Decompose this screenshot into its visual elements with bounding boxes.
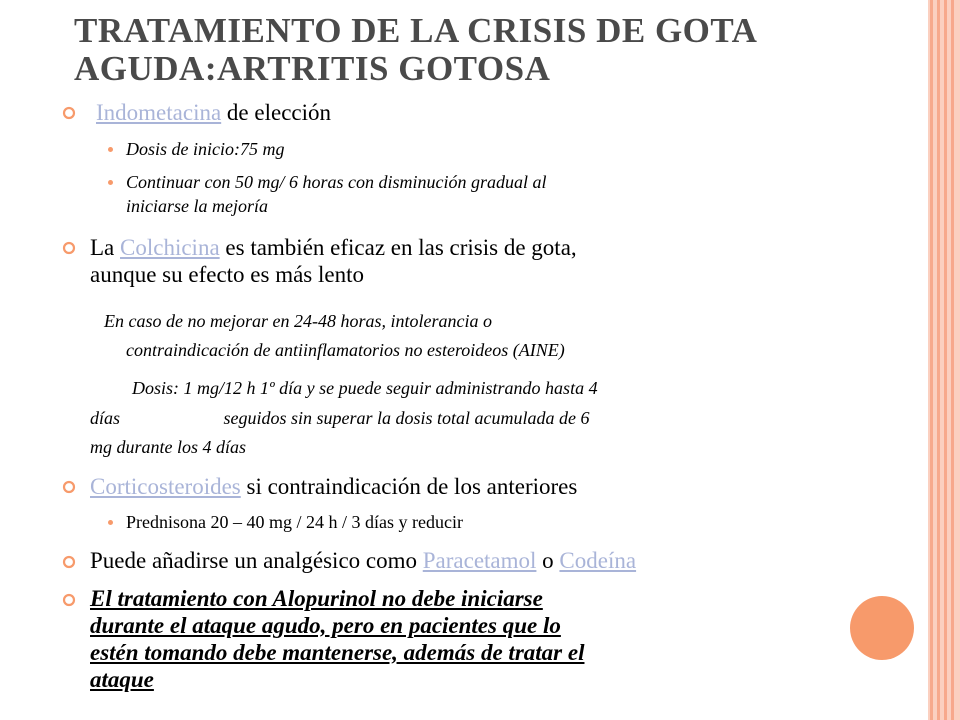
- link-codeina[interactable]: Codeína: [559, 548, 637, 573]
- decor-stripe: [951, 0, 954, 720]
- bullet-indometacina: [96, 99, 331, 126]
- target-ring-icon: [62, 593, 76, 607]
- sub-bullet-dosis-inicio: Dosis de inicio:75 mg: [126, 139, 285, 159]
- dot-icon: [108, 520, 113, 525]
- line: Continuar con 50 mg/ 6 horas con disminución gradual al: [126, 172, 547, 192]
- line: durante el ataque agudo, pero en pacientes que lo: [90, 613, 561, 638]
- decor-stripe: [930, 0, 933, 720]
- colchicina-note-2: contraindicación de antiinflamatorios no esteroideos (AINE): [126, 340, 565, 360]
- link-paracetamol[interactable]: Paracetamol: [422, 548, 537, 573]
- bullet-colchicina: [90, 234, 890, 288]
- target-ring-icon: [62, 106, 76, 120]
- title-line-2: AGUDA:ARTRITIS GOTOSA: [74, 49, 551, 88]
- decor-stripe: [944, 0, 947, 720]
- link-colchicina[interactable]: Colchicina: [120, 235, 220, 260]
- decor-stripe: [937, 0, 940, 720]
- colchicina-dose-1: Dosis: 1 mg/12 h 1º día y se puede seguir administrando hasta 4: [132, 378, 598, 398]
- link-corticosteroides[interactable]: Corticosteroides: [90, 474, 241, 499]
- dot-icon: [108, 147, 113, 152]
- sub-bullet-prednisona: Prednisona 20 – 40 mg / 24 h / 3 días y reducir: [126, 512, 463, 532]
- bullet-text: La: [90, 235, 121, 260]
- bullet-text: aunque su efecto es más lento: [90, 262, 364, 287]
- bullet-alopurinol: [90, 585, 890, 693]
- bullet-analgesico: [90, 547, 636, 574]
- bullet-text: Puede añadirse un analgésico como: [90, 548, 423, 573]
- bullet-corticosteroides: [90, 473, 577, 500]
- bullet-text: si contraindicación de los anteriores: [240, 474, 578, 499]
- line: ataque: [90, 667, 154, 692]
- colchicina-note-1: En caso de no mejorar en 24-48 horas, intolerancia o: [104, 311, 492, 331]
- link-indometacina[interactable]: Indometacina: [96, 100, 222, 125]
- line: iniciarse la mejoría: [126, 196, 268, 216]
- target-ring-icon: [62, 480, 76, 494]
- colchicina-dose-2: días seguidos sin superar la dosis total acumulada de 6: [90, 408, 590, 428]
- target-ring-icon: [62, 555, 76, 569]
- target-ring-icon: [62, 241, 76, 255]
- title-line-1: TRATAMIENTO DE LA CRISIS DE GOTA: [74, 11, 758, 50]
- bullet-text: o: [536, 548, 560, 573]
- dot-icon: [108, 180, 113, 185]
- sub-bullet-continuar: [126, 170, 547, 218]
- line: estén tomando debe mantenerse, además de tratar el: [90, 640, 585, 665]
- bullet-text: de elección: [221, 100, 331, 125]
- colchicina-dose-3: mg durante los 4 días: [90, 437, 247, 457]
- line: El tratamiento con Alopurinol no debe iniciarse: [90, 586, 543, 611]
- bullet-text: es también eficaz en las crisis de gota,: [219, 235, 577, 260]
